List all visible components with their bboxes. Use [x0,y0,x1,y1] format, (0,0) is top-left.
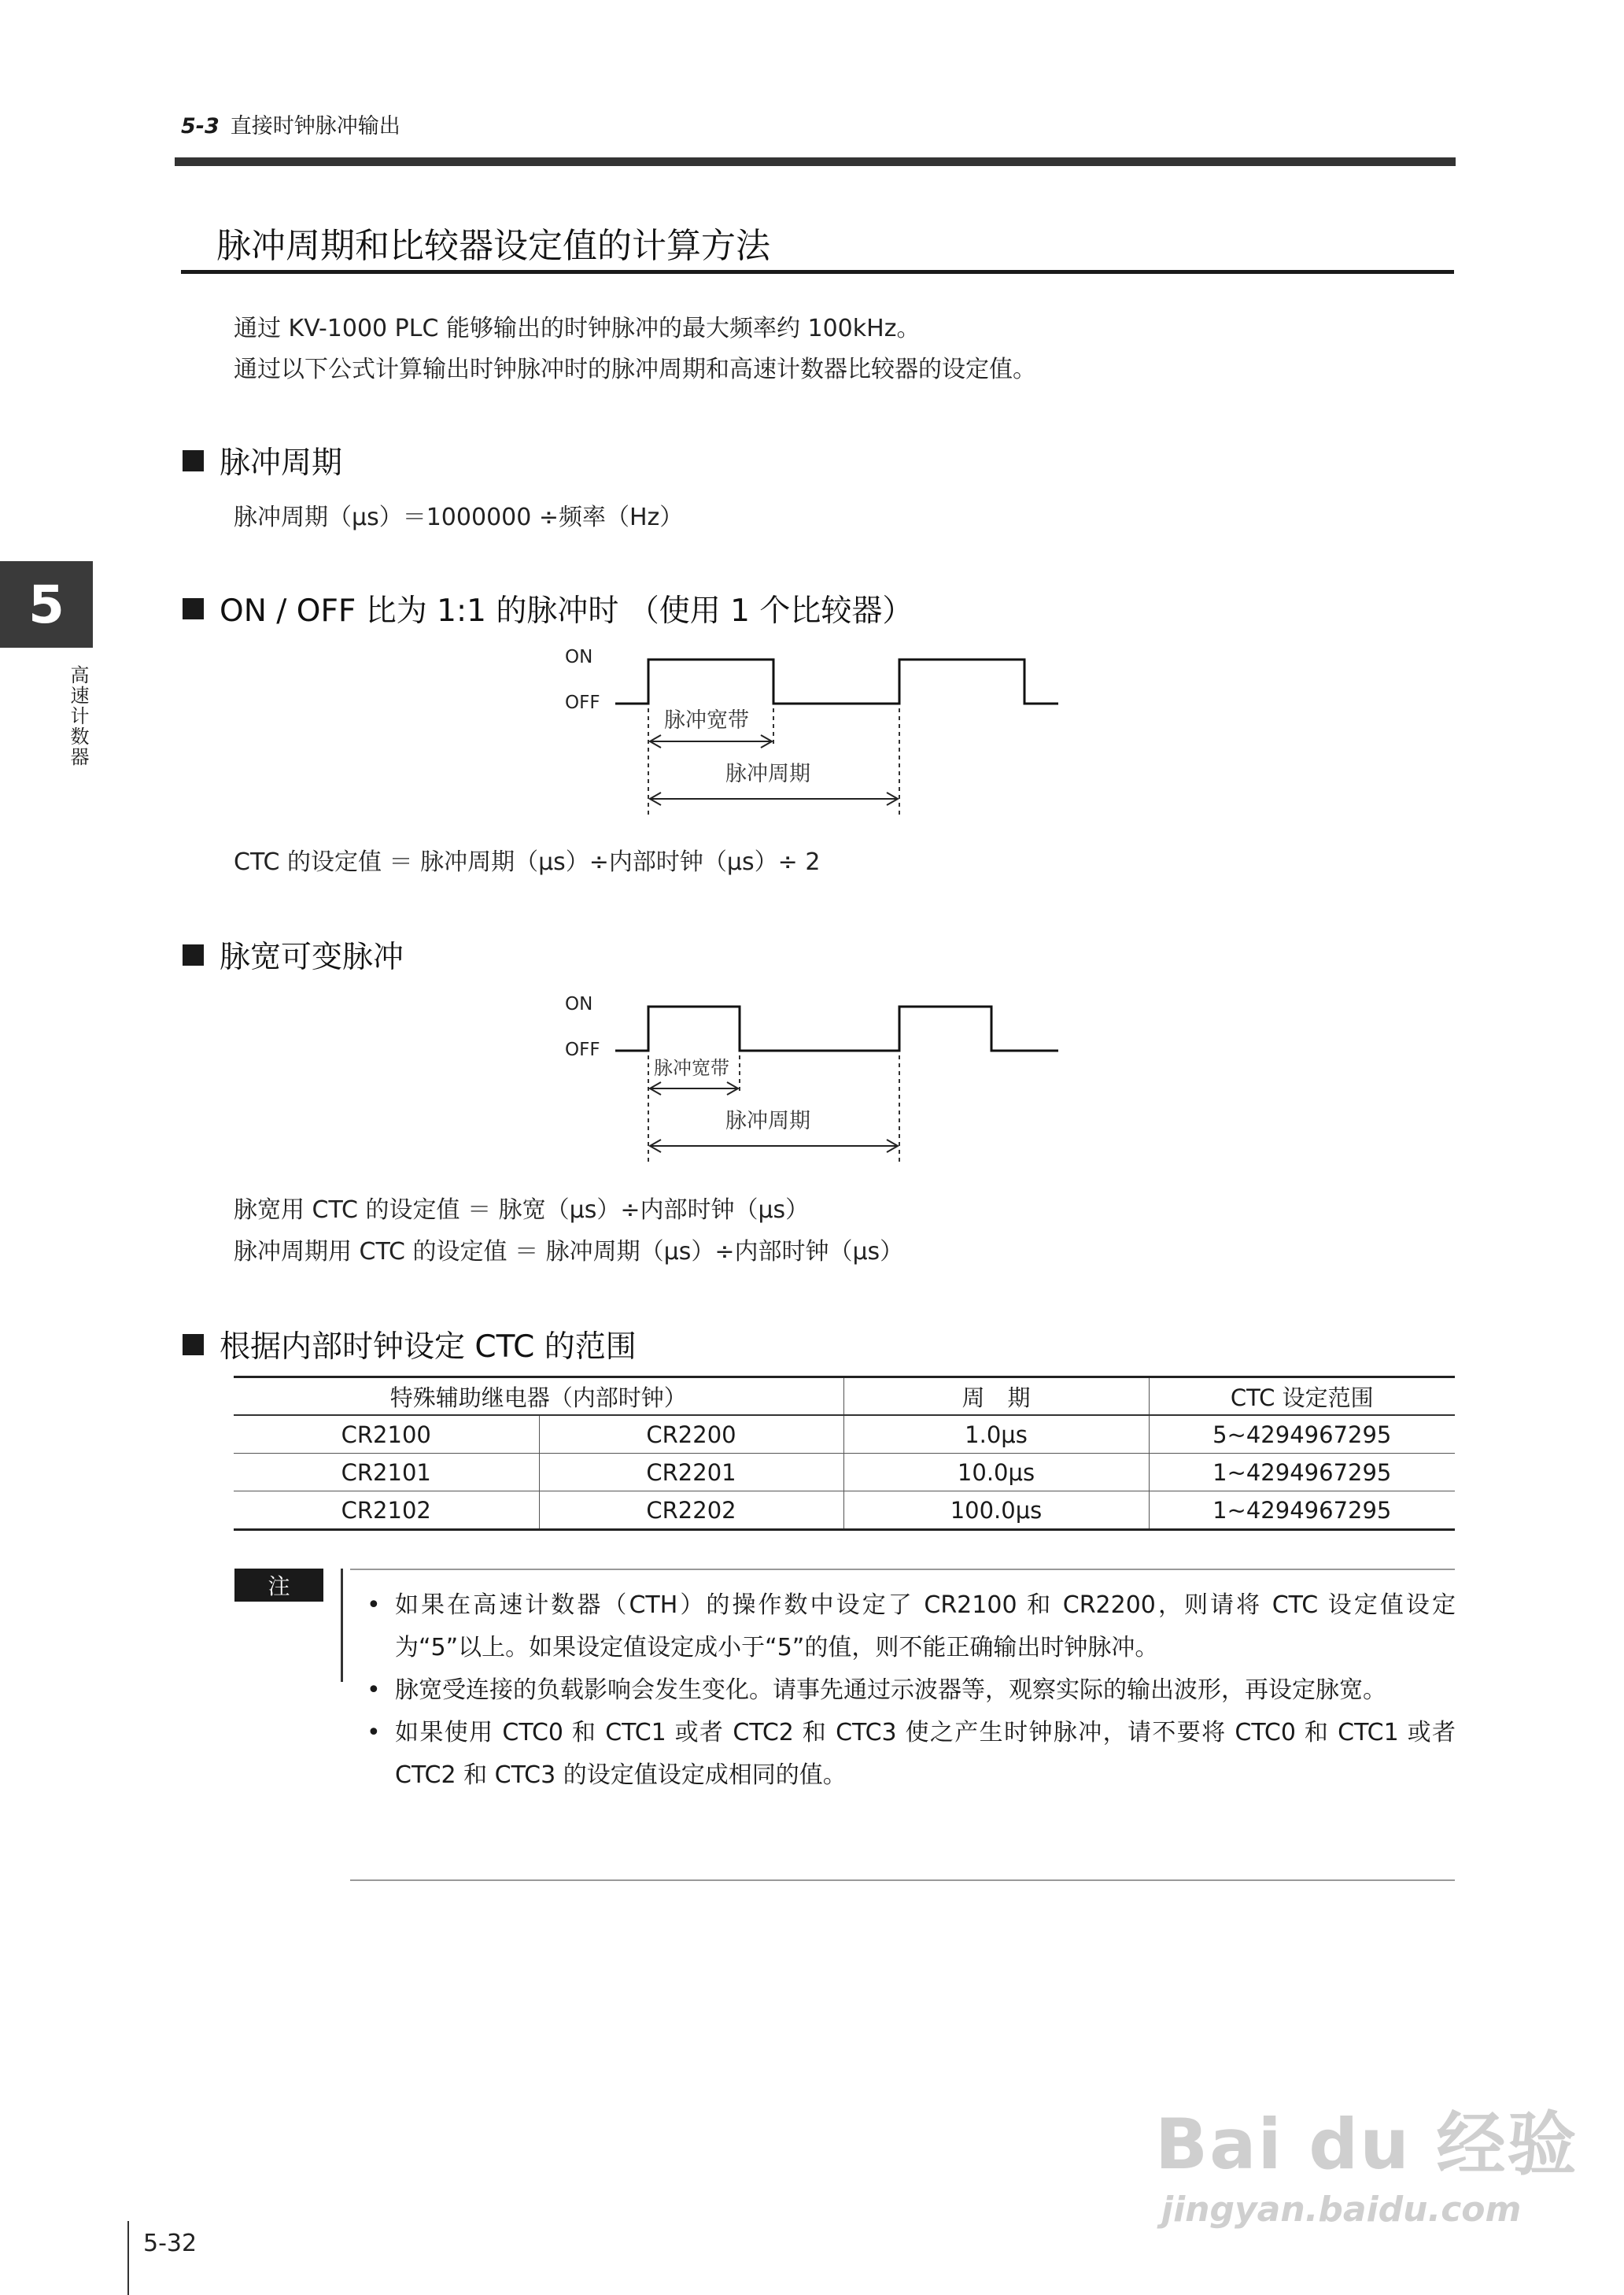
table-cell: 100.0μs [843,1491,1149,1530]
column-header: 周 期 [843,1377,1149,1416]
table-cell: CR2102 [234,1491,539,1530]
chapter-tab [0,561,93,648]
page-number: 5-32 [143,2230,197,2257]
heading-text: 脉冲周期 [220,445,343,481]
table-row [234,1491,1455,1530]
table-cell: 10.0μs [843,1454,1149,1491]
label-pulse-width: 脉冲宽带 [664,708,749,733]
pulse-waveform [615,660,1058,704]
table-cell: 1~4294967295 [1149,1491,1455,1530]
chapter-caption: 高速计数器 [67,665,89,767]
waveform-pwm-diagram [551,986,1070,1175]
pwm-formula-2: 脉冲周期用 CTC 的设定值 ＝ 脉冲周期（μs）÷内部时钟（μs） [234,1238,904,1266]
section-title: 直接时钟脉冲输出 [230,114,400,139]
intro-line-1: 通过 KV-1000 PLC 能够输出的时钟脉冲的最大频率约 100kHz。 [234,315,921,342]
note-list [362,1584,1456,1797]
square-bullet-icon [183,450,204,471]
onoff-formula: CTC 的设定值 ＝ 脉冲周期（μs）÷内部时钟（μs）÷ 2 [234,848,821,876]
table-cell: 1.0μs [843,1415,1149,1454]
header-rule [175,157,1456,166]
label-on: ON [565,647,593,667]
label-pulse-period: 脉冲周期 [725,1109,810,1133]
table-header-row [234,1377,1455,1416]
heading-pwm [183,933,404,977]
section-header [181,109,400,139]
label-pulse-period: 脉冲周期 [725,762,810,786]
heading-ctc-range [183,1322,637,1366]
note-item: • 脉宽受连接的负载影响会发生变化。请事先通过示波器等，观察实际的输出波形，再设定脉宽。 [362,1669,1456,1712]
square-bullet-icon [183,1334,204,1355]
title-rule [181,270,1454,274]
table-cell: CR2201 [539,1454,843,1491]
heading-text: 脉宽可变脉冲 [220,940,404,975]
table-cell: 5~4294967295 [1149,1415,1455,1454]
square-bullet-icon [183,944,204,966]
note-tag: 注 [234,1569,323,1602]
label-off: OFF [565,693,600,713]
heading-text: ON / OFF 比为 1:1 的脉冲时 （使用 1 个比较器） [220,593,914,629]
period-formula: 脉冲周期（μs）＝1000000 ÷频率（Hz） [234,504,684,531]
note-top-rule [350,1569,1455,1570]
footer-rule [127,2221,129,2295]
label-pulse-width: 脉冲宽带 [654,1057,729,1079]
waveform-onoff-diagram [551,639,1070,828]
table-cell: 1~4294967295 [1149,1454,1455,1491]
intro-line-2: 通过以下公式计算输出时钟脉冲时的脉冲周期和高速计数器比较器的设定值。 [234,356,1036,383]
ctc-range-table [234,1376,1455,1531]
table-cell: CR2100 [234,1415,539,1454]
heading-text: 根据内部时钟设定 CTC 的范围 [220,1329,637,1365]
label-off: OFF [565,1040,600,1060]
table-cell: CR2202 [539,1491,843,1530]
column-header: CTC 设定范围 [1149,1377,1455,1416]
watermark-url: jingyan.baidu.com [1161,2190,1522,2230]
heading-onoff [183,586,913,630]
table-row [234,1454,1455,1491]
table-cell: CR2101 [234,1454,539,1491]
chapter-number: 5 [28,574,65,635]
label-on: ON [565,994,593,1014]
heading-pulse-period [183,438,342,482]
note-item: • 如果在高速计数器（CTH）的操作数中设定了 CR2100 和 CR2200，则请将 CTC 设定值设定为“5”以上。如果设定值设定成小于“5”的值，则不能正确输出时钟脉冲。 [362,1584,1456,1669]
note-bottom-rule [350,1879,1455,1881]
pulse-waveform [615,1007,1058,1051]
table-row [234,1415,1455,1454]
table-cell: CR2200 [539,1415,843,1454]
square-bullet-icon [183,598,204,619]
pwm-formula-1: 脉宽用 CTC 的设定值 ＝ 脉宽（μs）÷内部时钟（μs） [234,1196,810,1224]
section-number: 5-3 [181,114,220,139]
column-header: 特殊辅助继电器（内部时钟） [234,1377,843,1416]
note-divider [341,1569,343,1682]
page-title: 脉冲周期和比较器设定值的计算方法 [216,226,770,266]
watermark-brand: Bai du 经验 [1155,2104,1578,2185]
note-item: • 如果使用 CTC0 和 CTC1 或者 CTC2 和 CTC3 使之产生时钟脉冲，请不要将 CTC0 和 CTC1 或者 CTC2 和 CTC3 的设定值设定成相同的值。 [362,1712,1456,1797]
